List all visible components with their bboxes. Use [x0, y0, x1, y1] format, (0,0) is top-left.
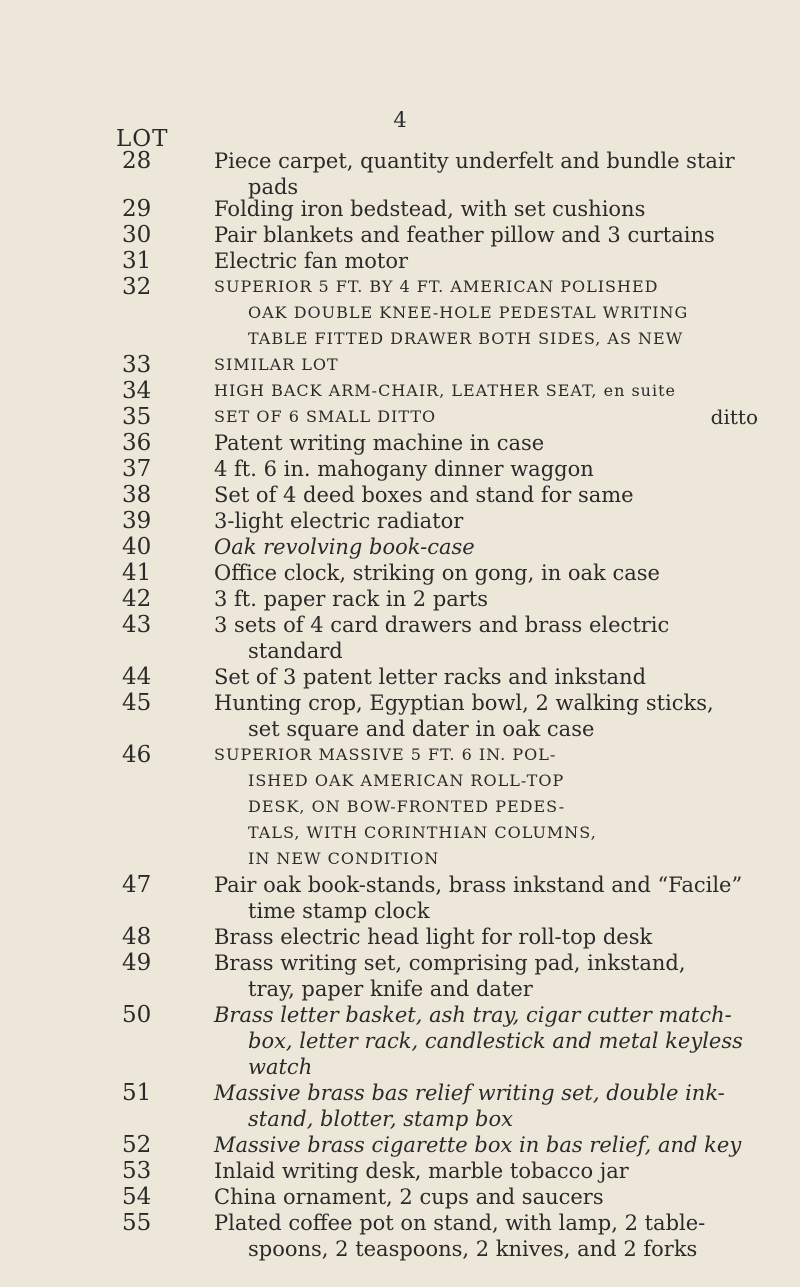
- description-line: standard: [248, 639, 343, 663]
- lot-description: [214, 404, 770, 430]
- lot-number: 35: [122, 404, 152, 430]
- description-line: 3-light electric radiator: [214, 509, 464, 533]
- description-line: China ornament, 2 cups and saucers: [214, 1185, 604, 1209]
- description-line: Oak revolving book-case: [214, 535, 475, 559]
- lot-number: 40: [122, 534, 152, 560]
- lot-heading: LOT: [116, 126, 169, 152]
- description-line: Office clock, striking on gong, in oak case: [214, 561, 660, 585]
- lot-number: 53: [122, 1158, 152, 1184]
- description-line: Pair oak book-stands, brass inkstand and “Facile”: [214, 873, 743, 897]
- description-line: Electric fan motor: [214, 249, 409, 273]
- description-line: ISHED OAK AMERICAN ROLL-TOP: [248, 771, 565, 790]
- description-line: Massive brass cigarette box in bas relief, and key: [214, 1133, 742, 1157]
- lot-number: 42: [122, 586, 152, 612]
- lot-description: [214, 534, 770, 560]
- lot-number: 54: [122, 1184, 152, 1210]
- lot-description: [214, 950, 770, 1002]
- lot-number: 46: [122, 742, 152, 768]
- description-line: 3 sets of 4 card drawers and brass electric: [214, 613, 670, 637]
- description-line: Hunting crop, Egyptian bowl, 2 walking sticks,: [214, 691, 714, 715]
- lot-description: [214, 690, 770, 742]
- lot-description: [214, 664, 770, 690]
- description-line: Brass letter basket, ash tray, cigar cutter match-: [214, 1003, 732, 1027]
- lot-description: [214, 872, 770, 924]
- lot-number: 43: [122, 612, 152, 638]
- description-line: 3 ft. paper rack in 2 parts: [214, 587, 489, 611]
- lot-number: 37: [122, 456, 152, 482]
- lot-description: [214, 742, 770, 872]
- description-line: box, letter rack, candlestick and metal keyless: [248, 1029, 743, 1053]
- lot-number: 44: [122, 664, 152, 690]
- lot-description: [214, 508, 770, 534]
- lot-number: 31: [122, 248, 152, 274]
- lot-description: [214, 482, 770, 508]
- lot-description: [214, 612, 770, 664]
- lot-number: 34: [122, 378, 152, 404]
- description-line: DESK, ON BOW-FRONTED PEDES-: [248, 797, 566, 816]
- lot-number: 48: [122, 924, 152, 950]
- lot-description: [214, 196, 770, 222]
- lot-number: 32: [122, 274, 152, 300]
- description-line: set square and dater in oak case: [248, 717, 595, 741]
- description-line: tray, paper knife and dater: [248, 977, 533, 1001]
- description-line: Plated coffee pot on stand, with lamp, 2 table-: [214, 1211, 706, 1235]
- description-line: pads: [248, 175, 299, 199]
- description-line: SUPERIOR 5 FT. BY 4 FT. AMERICAN POLISHED: [214, 277, 659, 296]
- description-line: Inlaid writing desk, marble tobacco jar: [214, 1159, 629, 1183]
- description-line: Pair blankets and feather pillow and 3 curtains: [214, 223, 715, 247]
- lot-number: 38: [122, 482, 152, 508]
- lot-number: 29: [122, 196, 152, 222]
- lot-description: [214, 222, 770, 248]
- lot-description: [214, 560, 770, 586]
- lot-description: [214, 378, 770, 404]
- description-line: time stamp clock: [248, 899, 430, 923]
- description-line: SET OF 6 SMALL DITTO: [214, 407, 437, 426]
- lot-number: 49: [122, 950, 152, 976]
- lot-description: [214, 1184, 770, 1210]
- lot-number: 47: [122, 872, 152, 898]
- description-line: HIGH BACK ARM-CHAIR, LEATHER SEAT, en suite: [214, 381, 676, 400]
- lot-description: [214, 1210, 770, 1262]
- description-line: Patent writing machine in case: [214, 431, 545, 455]
- lot-number: 50: [122, 1002, 152, 1028]
- lot-description: [214, 248, 770, 274]
- page-number: 4: [393, 108, 407, 132]
- description-line: Massive brass bas relief writing set, double ink-: [214, 1081, 725, 1105]
- description-line: Set of 4 deed boxes and stand for same: [214, 483, 634, 507]
- lot-number: 52: [122, 1132, 152, 1158]
- description-line: 4 ft. 6 in. mahogany dinner waggon: [214, 457, 594, 481]
- description-line: stand, blotter, stamp box: [248, 1107, 513, 1131]
- description-line: IN NEW CONDITION: [248, 849, 440, 868]
- description-line: Brass writing set, comprising pad, inkstand,: [214, 951, 686, 975]
- lot-number: 51: [122, 1080, 152, 1106]
- description-line: Piece carpet, quantity underfelt and bundle stair: [214, 149, 735, 173]
- lot-description: [214, 924, 770, 950]
- lot-description: [214, 274, 770, 352]
- lot-number: 55: [122, 1210, 152, 1236]
- description-line: Set of 3 patent letter racks and inkstand: [214, 665, 647, 689]
- description-line: Brass electric head light for roll-top desk: [214, 925, 653, 949]
- ditto-mark: ditto: [710, 405, 758, 429]
- lot-description: [214, 586, 770, 612]
- lot-description: [214, 430, 770, 456]
- description-line: Folding iron bedstead, with set cushions: [214, 197, 646, 221]
- lot-description: [214, 352, 770, 378]
- description-line: TALS, WITH CORINTHIAN COLUMNS,: [248, 823, 597, 842]
- lot-description: [214, 456, 770, 482]
- lot-number: 28: [122, 148, 152, 174]
- lot-description: [214, 1002, 770, 1080]
- lot-number: 39: [122, 508, 152, 534]
- lot-description: [214, 1080, 770, 1132]
- lot-number: 36: [122, 430, 152, 456]
- lot-description: [214, 1132, 770, 1158]
- lot-description: [214, 1158, 770, 1184]
- description-line: SIMILAR LOT: [214, 355, 339, 374]
- lot-number: 41: [122, 560, 152, 586]
- lot-number: 45: [122, 690, 152, 716]
- description-line: watch: [248, 1055, 313, 1079]
- lot-number: 30: [122, 222, 152, 248]
- lot-number: 33: [122, 352, 152, 378]
- description-line: TABLE FITTED DRAWER BOTH SIDES, AS NEW: [248, 329, 684, 348]
- description-line: SUPERIOR MASSIVE 5 FT. 6 IN. POL-: [214, 745, 557, 764]
- lot-description: [214, 148, 770, 200]
- description-line: spoons, 2 teaspoons, 2 knives, and 2 forks: [248, 1237, 698, 1261]
- description-line: OAK DOUBLE KNEE-HOLE PEDESTAL WRITING: [248, 303, 689, 322]
